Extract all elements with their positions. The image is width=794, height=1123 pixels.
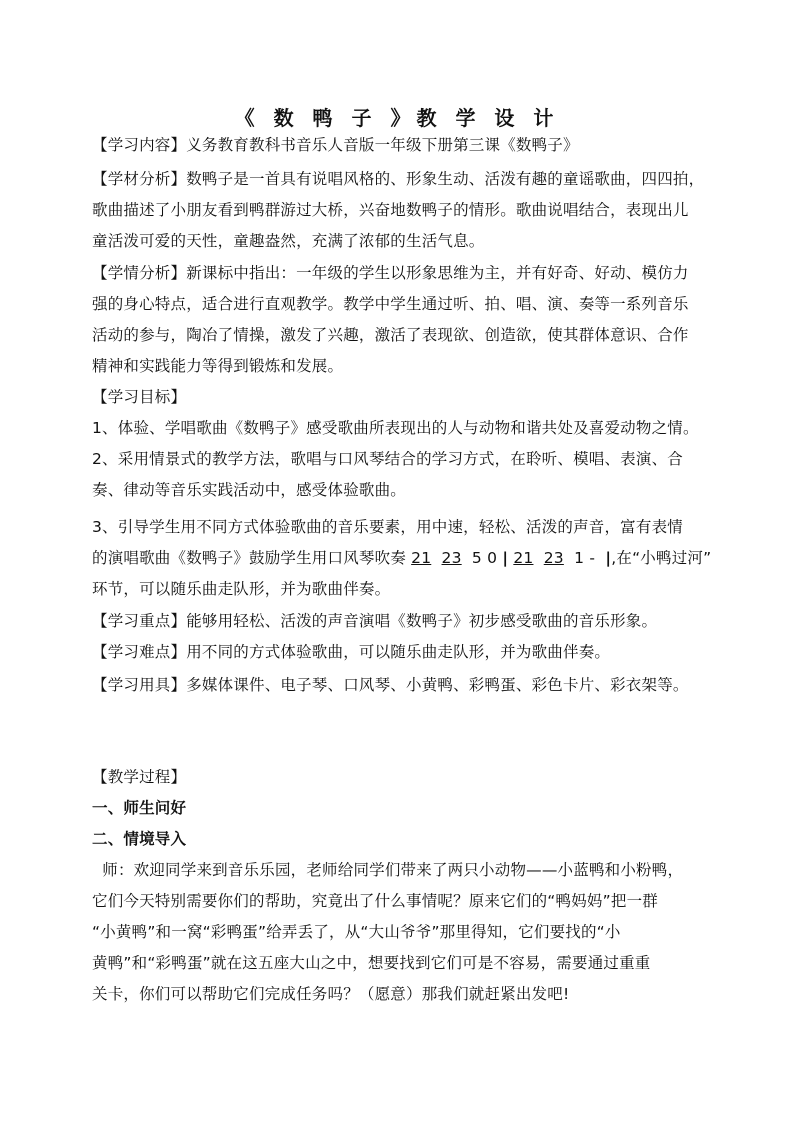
tools-text: 多媒体课件、电子琴、口风琴、小黄鸭、彩鸭蛋、彩色卡片、彩衣架等。 xyxy=(186,676,689,694)
difficulty-line xyxy=(92,637,712,668)
goal-item-2-line: 2、采用情景式的教学方法，歌唱与口风琴结合的学习方式，在聆听、模唱、表演、合 xyxy=(92,450,683,468)
learner-line: 活动的参与，陶冶了情操，激发了兴趣，激活了表现欲、创造欲，使其群体意识、合作 xyxy=(92,326,689,344)
process-step-1: 一、师生问好 xyxy=(92,799,187,817)
notation-1-dash: 1 - xyxy=(574,549,596,567)
notation-21: 21 xyxy=(411,549,432,567)
learner-line: 强的身心特点，适合进行直观教学。教学中学生通过听、拍、唱、演、奏等一系列音乐 xyxy=(92,295,689,313)
content-text: 义务教育教科书音乐人音版一年级下册第三课《数鸭子》 xyxy=(186,136,579,154)
goal-item-2-line: 奏、律动等音乐实践活动中，感受体验歌曲。 xyxy=(92,481,407,499)
key-label: 【学习重点】 xyxy=(92,612,187,630)
section-tools xyxy=(92,670,712,701)
section-process xyxy=(92,762,712,1010)
goal-item-3-line: 3、引导学生用不同方式体验歌曲的音乐要素，用中速，轻松、活泼的声音，富有表情 xyxy=(92,518,683,536)
section-difficulty xyxy=(92,637,712,668)
notation-50: 5 0 xyxy=(471,549,498,567)
process-paragraph-line: 师：欢迎同学来到音乐乐园，老师给同学们带来了两只小动物——小蓝鸭和小粉鸭， xyxy=(92,861,684,879)
notation-23: 23 xyxy=(543,549,564,567)
document-title: 《 数 鸭 子 》教 学 设 计 xyxy=(234,106,560,130)
material-line: 童活泼可爱的天性，童趣盎然，充满了浓郁的生活气息。 xyxy=(92,232,485,250)
goal-item-3-suffix: ,在“小鸭过河” xyxy=(611,549,712,567)
difficulty-label: 【学习难点】 xyxy=(92,643,187,661)
content-line xyxy=(92,130,712,161)
material-text: 数鸭子是一首具有说唱风格的、形象生动、活泼有趣的童谣歌曲，四四拍， xyxy=(186,170,705,188)
section-goal-3 xyxy=(92,512,712,605)
learner-line xyxy=(92,258,712,289)
material-label: 【学材分析】 xyxy=(92,170,187,188)
difficulty-text: 用不同的方式体验歌曲，可以随乐曲走队形，并为歌曲伴奏。 xyxy=(186,643,611,661)
goal-item-3-prefix: 的演唱歌曲《数鸭子》鼓励学生用口风琴吹奏 xyxy=(92,549,412,567)
process-step-2: 二、情境导入 xyxy=(92,830,187,848)
section-key xyxy=(92,606,712,637)
learner-line: 精神和实践能力等得到锻炼和发展。 xyxy=(92,357,344,375)
section-learner xyxy=(92,258,712,382)
notation-21: 21 xyxy=(513,549,534,567)
goal-item-3-notation-line xyxy=(92,543,712,574)
goal-item-1: 1、体验、学唱歌曲《数鸭子》感受歌曲所表现出的人与动物和谐共处及喜爱动物之情。 xyxy=(92,419,699,437)
process-label: 【教学过程】 xyxy=(92,768,187,786)
key-line xyxy=(92,606,712,637)
key-text: 能够用轻松、活泼的声音演唱《数鸭子》初步感受歌曲的音乐形象。 xyxy=(186,612,658,630)
section-goals xyxy=(92,382,712,506)
learner-label: 【学情分析】 xyxy=(92,264,187,282)
tools-label: 【学习用具】 xyxy=(92,676,187,694)
section-content xyxy=(92,130,712,161)
goal-item-3-line: 环节，可以随乐曲走队形，并为歌曲伴奏。 xyxy=(92,580,391,598)
material-line xyxy=(92,164,712,195)
process-paragraph-line: 黄鸭”和“彩鸭蛋”就在这五座大山之中，想要找到它们可是不容易，需要通过重重 xyxy=(92,954,651,972)
notation-end-barline: | xyxy=(605,549,612,567)
content-label: 【学习内容】 xyxy=(92,136,187,154)
notation-barline: | xyxy=(502,549,509,567)
material-line: 歌曲描述了小朋友看到鸭群游过大桥，兴奋地数鸭子的情形。歌曲说唱结合，表现出儿 xyxy=(92,201,689,219)
section-material xyxy=(92,164,712,257)
process-paragraph-line: 它们今天特别需要你们的帮助，究竟出了什么事情呢？原来它们的“鸭妈妈”把一群 xyxy=(92,892,658,910)
learner-text: 新课标中指出：一年级的学生以形象思维为主，并有好奇、好动、模仿力 xyxy=(186,264,689,282)
process-paragraph-line: “小黄鸭”和一窝“彩鸭蛋”给弄丢了，从“大山爷爷”那里得知，它们要找的“小 xyxy=(92,923,621,941)
process-paragraph-line: 关卡，你们可以帮助它们完成任务吗？（愿意）那我们就赶紧出发吧! xyxy=(92,985,570,1003)
notation-23: 23 xyxy=(441,549,462,567)
tools-line xyxy=(92,670,712,701)
goals-label: 【学习目标】 xyxy=(92,388,187,406)
